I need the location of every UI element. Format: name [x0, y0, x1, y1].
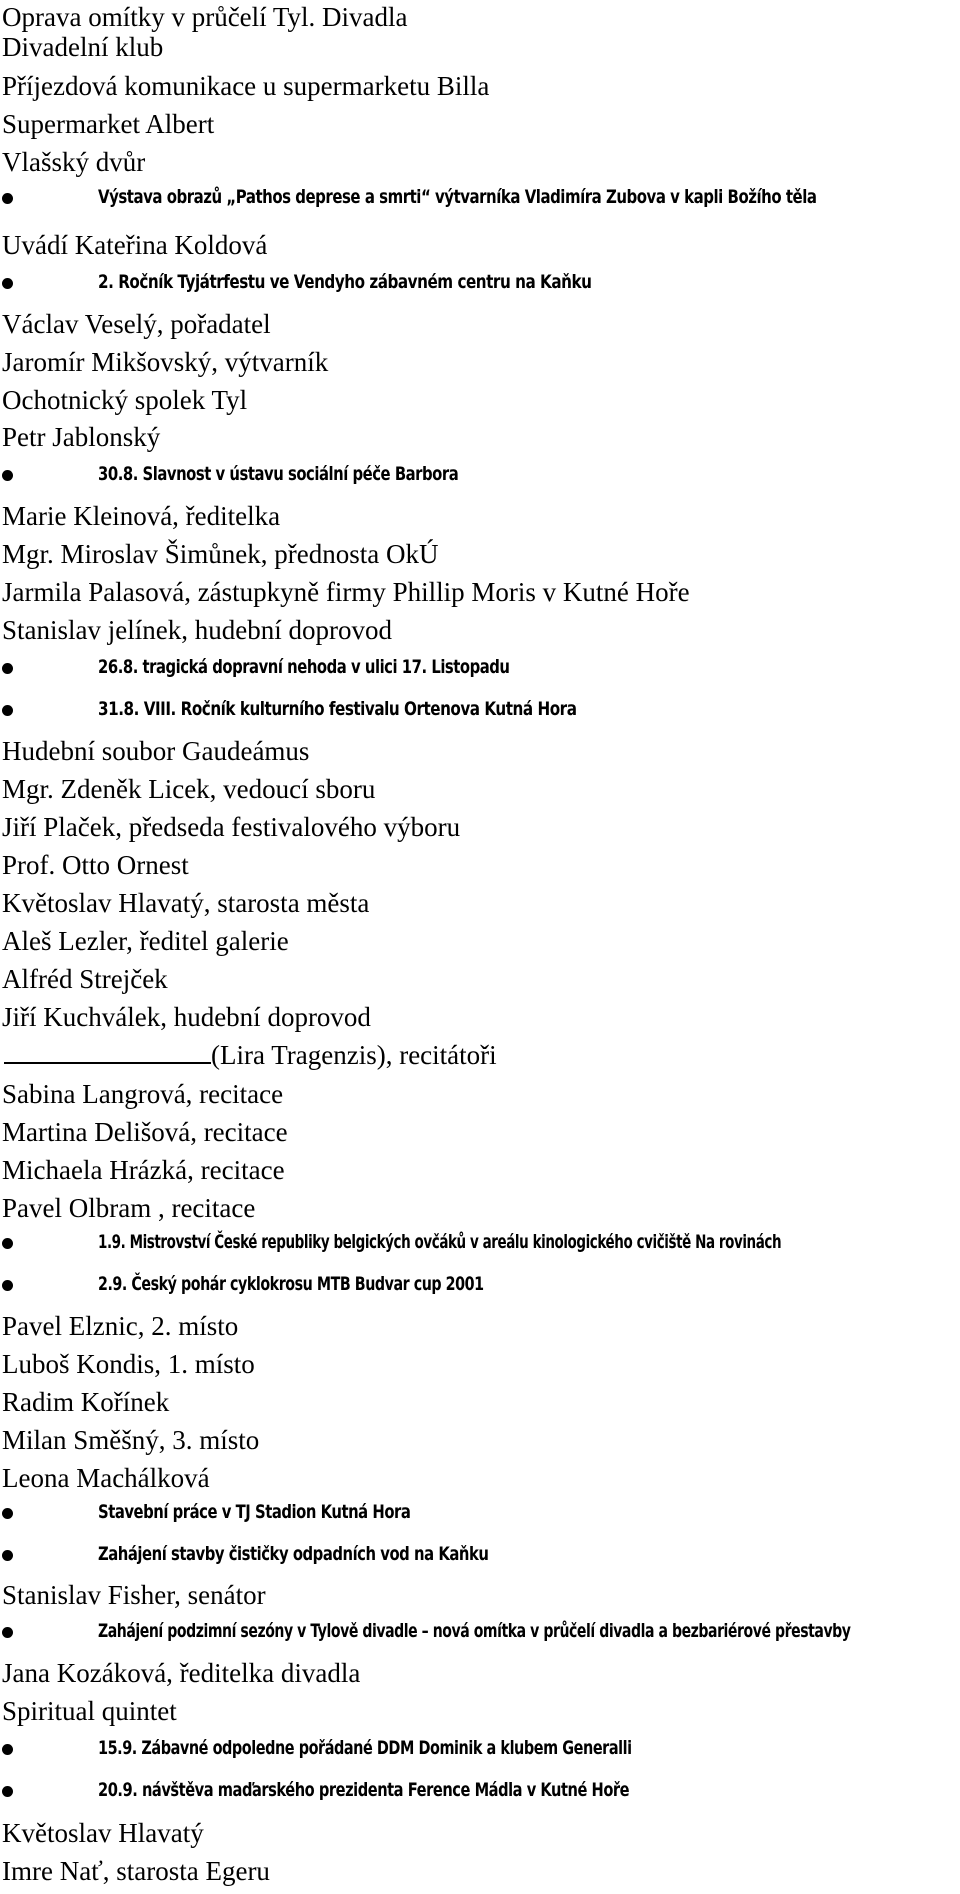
text-line: Sabina Langrová, recitace: [2, 1079, 284, 1109]
text-line: Stanislav Fisher, senátor: [2, 1580, 266, 1610]
bullet-heading: 31.8. VIII. Ročník kulturního festivalu Ortenova Kutná Hora: [98, 698, 577, 720]
text-line: Petr Jablonský: [2, 422, 161, 452]
bullet-item: [0, 1265, 960, 1305]
bullet-heading: Stavební práce v TJ Stadion Kutná Hora: [98, 1501, 411, 1523]
bullet-heading: Výstava obrazů „Pathos deprese a smrti“ výtvarníka Vladimíra Zubova v kapli Božího těla: [98, 186, 817, 208]
bullet-item: [0, 648, 960, 688]
bullet-dot-icon: [2, 1627, 13, 1638]
text-line: Alfréd Strejček: [2, 964, 168, 994]
text-line: Oprava omítky v průčelí Tyl. Divadla: [2, 2, 408, 32]
bullet-heading: 26.8. tragická dopravní nehoda v ulici 17. Listopadu: [98, 656, 510, 678]
bullet-item: [0, 690, 960, 730]
bullet-dot-icon: [2, 470, 13, 481]
bullet-item: [0, 1223, 960, 1263]
bullet-heading: 2.9. Český pohár cyklokrosu MTB Budvar cup 2001: [98, 1273, 484, 1295]
bullet-item: [0, 263, 960, 303]
bullet-dot-icon: [2, 705, 13, 716]
bullet-item: [0, 1493, 960, 1533]
text-line: Stanislav jelínek, hudební doprovod: [2, 615, 392, 645]
text-line: Václav Veselý, pořadatel: [2, 309, 271, 339]
text-line: Prof. Otto Ornest: [2, 850, 189, 880]
text-line: Mgr. Miroslav Šimůnek, přednosta OkÚ: [2, 539, 439, 569]
text-line-with-blank: [2, 1038, 497, 1072]
text-line: Vlašský dvůr: [2, 147, 146, 177]
text-line: Jiří Kuchválek, hudební doprovod: [2, 1002, 371, 1032]
bullet-dot-icon: [2, 1238, 13, 1249]
blank-underline: [4, 1040, 211, 1064]
bullet-item: [0, 1729, 960, 1769]
bullet-heading: 2. Ročník Tyjátrfestu ve Vendyho zábavném centru na Kaňku: [98, 271, 592, 293]
bullet-dot-icon: [2, 1508, 13, 1519]
text-line: Michaela Hrázká, recitace: [2, 1155, 285, 1185]
text-line: Květoslav Hlavatý, starosta města: [2, 888, 370, 918]
text-line: Supermarket Albert: [2, 109, 215, 139]
bullet-heading: 30.8. Slavnost v ústavu sociální péče Barbora: [98, 463, 459, 485]
bullet-dot-icon: [2, 1786, 13, 1797]
text-line: Uvádí Kateřina Koldová: [2, 230, 268, 260]
text-line: Hudební soubor Gaudeámus: [2, 736, 310, 766]
bullet-heading: 20.9. návštěva maďarského prezidenta Ference Mádla v Kutné Hoře: [98, 1779, 630, 1801]
text-line: Mgr. Zdeněk Licek, vedoucí sboru: [2, 774, 376, 804]
bullet-item: [0, 1771, 960, 1811]
text-line: Jana Kozáková, ředitelka divadla: [2, 1658, 361, 1688]
text-line: Marie Kleinová, ředitelka: [2, 501, 281, 531]
bullet-heading: 1.9. Mistrovství České republiky belgických ovčáků v areálu kinologického cvičiště Na rovinách: [98, 1231, 782, 1253]
bullet-heading: Zahájení podzimní sezóny v Tylově divadle – nová omítka v průčelí divadla a bezbariérové přestavby: [98, 1620, 851, 1642]
bullet-dot-icon: [2, 278, 13, 289]
text-line: Pavel Elznic, 2. místo: [2, 1311, 239, 1341]
text-line: Radim Kořínek: [2, 1387, 170, 1417]
bullet-item: [0, 178, 960, 218]
text-line: Jiří Plaček, předseda festivalového výboru: [2, 812, 461, 842]
bullet-item: [0, 1612, 960, 1652]
text-line: Květoslav Hlavatý: [2, 1818, 204, 1848]
text-line: Luboš Kondis, 1. místo: [2, 1349, 255, 1379]
text-line: Aleš Lezler, ředitel galerie: [2, 926, 289, 956]
text-line: (Lira Tragenzis), recitátoři: [211, 1040, 497, 1070]
bullet-dot-icon: [2, 1744, 13, 1755]
text-line: Imre Nať, starosta Egeru: [2, 1856, 270, 1886]
text-line: Pavel Olbram , recitace: [2, 1193, 256, 1223]
bullet-item: [0, 455, 960, 495]
bullet-dot-icon: [2, 1550, 13, 1561]
text-line: Příjezdová komunikace u supermarketu Billa: [2, 71, 490, 101]
text-line: Jaromír Mikšovský, výtvarník: [2, 347, 329, 377]
bullet-item: [0, 1535, 960, 1575]
text-line: Milan Směšný, 3. místo: [2, 1425, 260, 1455]
text-line: Ochotnický spolek Tyl: [2, 385, 248, 415]
text-line: Martina Delišová, recitace: [2, 1117, 288, 1147]
bullet-heading: Zahájení stavby čističky odpadních vod na Kaňku: [98, 1543, 489, 1565]
bullet-dot-icon: [2, 193, 13, 204]
text-line: Leona Machálková: [2, 1463, 210, 1493]
text-line: Spiritual quintet: [2, 1696, 177, 1726]
bullet-dot-icon: [2, 663, 13, 674]
bullet-heading: 15.9. Zábavné odpoledne pořádané DDM Dominik a klubem Generalli: [98, 1737, 632, 1759]
text-line: Jarmila Palasová, zástupkyně firmy Phillip Moris v Kutné Hoře: [2, 577, 690, 607]
text-line: Divadelní klub: [2, 32, 164, 62]
bullet-dot-icon: [2, 1280, 13, 1291]
